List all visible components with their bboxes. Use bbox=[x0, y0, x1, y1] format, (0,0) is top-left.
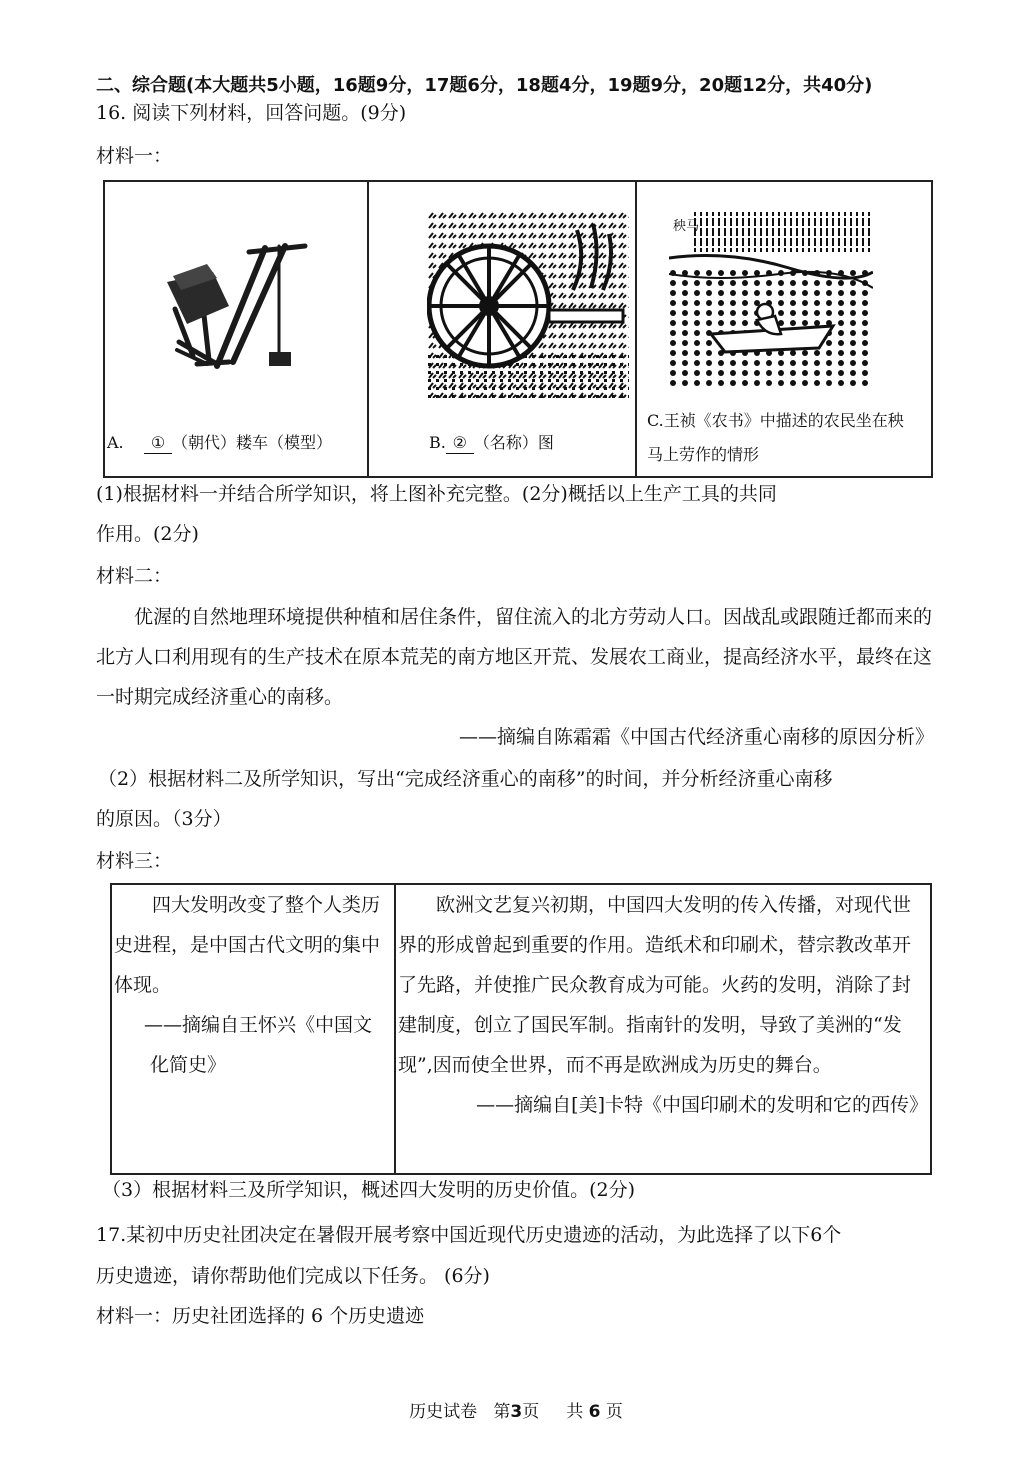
caption-c-line-1: C.王祯《农书》中描述的农民坐在秧 bbox=[647, 411, 904, 430]
cell-c bbox=[636, 181, 932, 477]
cell-a bbox=[104, 181, 368, 477]
cell-b bbox=[368, 181, 636, 477]
caption-b-suffix: （名称）图 bbox=[473, 433, 554, 452]
material-3-left-source-2: 化简史》 bbox=[150, 1054, 227, 1076]
material-2-source: ——摘编自陈霜霜《中国古代经济重心南移的原因分析》 bbox=[458, 726, 934, 748]
caption-c-line-2: 马上劳作的情形 bbox=[647, 445, 760, 464]
q16-part-1-line-2: 作用。(2分) bbox=[96, 523, 199, 545]
caption-b-prefix: B. bbox=[429, 433, 446, 452]
caption-a-suffix: （朝代）耧车（模型） bbox=[171, 433, 332, 452]
material-1-label: 材料一： bbox=[96, 145, 173, 167]
footer-total-pages: 6 bbox=[588, 1402, 601, 1422]
material-3-table bbox=[110, 883, 932, 1175]
material-3-label: 材料三： bbox=[96, 850, 173, 872]
q16-part-1-line-1: (1)根据材料一并结合所学知识，将上图补充完整。(2分)概括以上生产工具的共同 bbox=[96, 483, 777, 505]
blank-2: ② bbox=[446, 433, 474, 454]
caption-a-prefix: A. bbox=[107, 433, 124, 452]
question-17-stem-line-1: 17.某初中历史社团决定在暑假开展考察中国近现代历史遗迹的活动，为此选择了以下6个 bbox=[96, 1224, 842, 1246]
material-3-right bbox=[395, 884, 931, 1174]
caption-b bbox=[429, 426, 554, 460]
material-3-left-text: 四大发明改变了整个人类历史进程，是中国古代文明的集中体现。 bbox=[114, 894, 381, 996]
footer-total-post: 页 bbox=[605, 1402, 623, 1422]
material-1-image-table bbox=[103, 180, 933, 478]
page-footer bbox=[0, 1397, 1032, 1422]
material-2-text: 优渥的自然地理环境提供种植和居住条件，留住流入的北方劳动人口。因战乱或跟随迁都而来的北方人口利用现有的生产技术在原本荒芜的南方地区开荒、发展农工商业，提高经济水平，最终在这一时期完成经济重心的南移。 bbox=[96, 606, 933, 708]
rice-transplanter-image bbox=[669, 208, 873, 390]
image-label: 秧马 bbox=[673, 219, 700, 234]
question-17-material-1: 材料一：历史社团选择的 6 个历史遗迹 bbox=[96, 1305, 425, 1327]
material-3-right-source: ——摘编自[美]卡特《中国印刷术的发明和它的西传》 bbox=[476, 1094, 928, 1116]
q16-part-3: （3）根据材料三及所学知识，概述四大发明的历史价值。(2分) bbox=[102, 1179, 636, 1201]
material-3-left bbox=[111, 884, 395, 1174]
q16-part-2-line-1: （2）根据材料二及所学知识，写出“完成经济重心的南移”的时间，并分析经济重心南移 bbox=[98, 768, 833, 790]
footer-page-number: 3 bbox=[510, 1402, 523, 1422]
footer-subject: 历史试卷 bbox=[409, 1402, 478, 1422]
material-3-right-text: 欧洲文艺复兴初期，中国四大发明的传入传播，对现代世界的形成曾起到重要的作用。造纸术和印刷术，替宗教改革开了先路，并使推广民众教育成为可能。火药的发明，消除了封建制度，创立了国民军制。指南针的发明，导致了美洲的“发现”,因而使全世界，而不再是欧洲成为历史的舞台。 bbox=[398, 894, 912, 1076]
material-2-label: 材料二： bbox=[96, 565, 173, 587]
section-header: 二、综合题(本大题共5小题，16题9分，17题6分，18题4分，19题9分，20题12分，共40分) bbox=[96, 75, 873, 96]
footer-page-post: 页 bbox=[522, 1402, 540, 1422]
caption-a bbox=[107, 426, 332, 460]
q16-part-2-line-2: 的原因。（3分） bbox=[96, 808, 232, 830]
footer-page-pre: 第 bbox=[493, 1402, 511, 1422]
blank-1: ① bbox=[144, 433, 172, 454]
question-16-stem: 16. 阅读下列材料，回答问题。(9分) bbox=[96, 102, 407, 124]
seed-drill-image bbox=[157, 214, 337, 384]
waterwheel-image bbox=[427, 210, 629, 398]
material-3-left-source-1: ——摘编自王怀兴《中国文 bbox=[144, 1014, 373, 1036]
question-17-stem-line-2: 历史遗迹，请你帮助他们完成以下任务。 (6分) bbox=[96, 1265, 490, 1287]
footer-total-pre: 共 bbox=[566, 1402, 584, 1422]
